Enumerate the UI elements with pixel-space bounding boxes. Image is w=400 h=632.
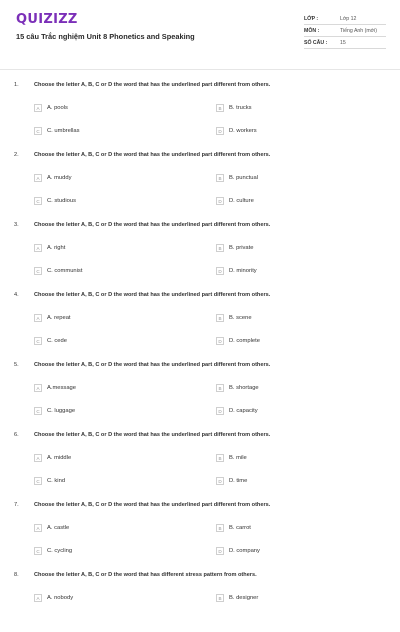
option-text: B. shortage: [229, 385, 259, 391]
question-text: Choose the letter A, B, C or D the word that has the underlined part different from others.: [34, 502, 271, 508]
meta-value: 15: [340, 39, 346, 46]
question-number: 5.: [14, 362, 19, 368]
option-letter-box: D: [216, 197, 224, 205]
header-divider: [0, 69, 400, 70]
answer-option-d[interactable]: [216, 336, 260, 346]
option-letter-box: B: [216, 524, 224, 532]
answer-option-d[interactable]: [216, 196, 254, 206]
answer-option-c[interactable]: [34, 126, 80, 136]
answer-option-b[interactable]: [216, 453, 247, 463]
meta-label: MÔN :: [304, 27, 320, 34]
meta-value: Lớp 12: [340, 15, 357, 22]
option-text: A. right: [47, 245, 66, 251]
option-letter-box: B: [216, 244, 224, 252]
answer-option-d[interactable]: [216, 406, 258, 416]
option-letter-box: D: [216, 337, 224, 345]
option-letter-box: A: [34, 244, 42, 252]
option-letter-box: A: [34, 174, 42, 182]
meta-value: Tiếng Anh (mới): [340, 27, 377, 34]
option-text: D. workers: [229, 128, 257, 134]
question-6: [0, 432, 400, 492]
option-letter-box: A: [34, 454, 42, 462]
question-2: [0, 152, 400, 212]
answer-option-b[interactable]: [216, 103, 252, 113]
answer-option-c[interactable]: [34, 196, 76, 206]
answer-option-c[interactable]: [34, 266, 82, 276]
option-text: D. company: [229, 548, 260, 554]
answer-option-c[interactable]: [34, 336, 67, 346]
option-letter-box: B: [216, 384, 224, 392]
option-text: C. kind: [47, 478, 66, 484]
option-letter-box: B: [216, 104, 224, 112]
question-text: Choose the letter A, B, C or D the word that has the underlined part different from others.: [34, 362, 271, 368]
option-text: B. designer: [229, 595, 259, 601]
option-text: C. cede: [47, 338, 67, 344]
option-letter-box: A: [34, 314, 42, 322]
option-text: B. mile: [229, 455, 247, 461]
option-letter-box: B: [216, 314, 224, 322]
option-text: C. cycling: [47, 548, 73, 554]
option-text: B. trucks: [229, 105, 252, 111]
answer-option-c[interactable]: [34, 476, 65, 486]
question-number: 4.: [14, 292, 19, 298]
answer-option-c[interactable]: [34, 546, 72, 556]
answer-option-a[interactable]: [34, 453, 71, 463]
option-text: C. luggage: [47, 408, 76, 414]
question-1: [0, 82, 400, 142]
meta-row-count: [304, 37, 386, 49]
option-letter-box: D: [216, 267, 224, 275]
option-letter-box: C: [34, 337, 42, 345]
question-8: [0, 572, 400, 632]
option-letter-box: C: [34, 267, 42, 275]
meta-label: LỚP :: [304, 15, 319, 22]
option-text: A. repeat: [47, 315, 71, 321]
answer-option-c[interactable]: [34, 406, 75, 416]
question-3: [0, 222, 400, 282]
option-text: D. minority: [229, 268, 257, 274]
answer-option-a[interactable]: [34, 383, 76, 393]
option-letter-box: A: [34, 594, 42, 602]
meta-label: SỐ CÂU :: [304, 39, 328, 46]
answer-option-b[interactable]: [216, 243, 254, 253]
option-letter-box: C: [34, 127, 42, 135]
quizizz-logo: QUIZIZZ: [16, 12, 78, 27]
question-text: Choose the letter A, B, C or D the word that has the underlined part different from others.: [34, 222, 271, 228]
option-text: A. pools: [47, 105, 68, 111]
answer-option-b[interactable]: [216, 383, 259, 393]
option-text: C. umbrellas: [47, 128, 80, 134]
option-letter-box: C: [34, 477, 42, 485]
question-number: 2.: [14, 152, 19, 158]
option-letter-box: C: [34, 197, 42, 205]
option-text: D. capacity: [229, 408, 258, 414]
option-letter-box: B: [216, 174, 224, 182]
option-letter-box: C: [34, 407, 42, 415]
question-text: Choose the letter A, B, C or D the word that has the underlined part different from others.: [34, 82, 271, 88]
option-text: B. punctual: [229, 175, 259, 181]
option-letter-box: A: [34, 384, 42, 392]
option-letter-box: A: [34, 104, 42, 112]
question-number: 7.: [14, 502, 19, 508]
question-number: 3.: [14, 222, 19, 228]
option-letter-box: B: [216, 454, 224, 462]
question-number: 8.: [14, 572, 19, 578]
option-text: D. complete: [229, 338, 260, 344]
option-letter-box: A: [34, 524, 42, 532]
question-4: [0, 292, 400, 352]
answer-option-b[interactable]: [216, 173, 258, 183]
meta-row-subject: [304, 25, 386, 37]
option-letter-box: D: [216, 407, 224, 415]
option-text: C. communist: [47, 268, 83, 274]
question-7: [0, 502, 400, 562]
answer-option-d[interactable]: [216, 546, 260, 556]
option-letter-box: B: [216, 594, 224, 602]
answer-option-b[interactable]: [216, 313, 252, 323]
option-text: A. middle: [47, 455, 72, 461]
question-text: Choose the letter A, B, C or D the word that has the underlined part different from others.: [34, 432, 271, 438]
option-text: B. scene: [229, 315, 252, 321]
option-text: B. private: [229, 245, 254, 251]
question-text: Choose the letter A, B, C or D the word that has different stress pattern from others.: [34, 572, 257, 578]
meta-row-class: [304, 13, 386, 25]
option-text: A.message: [47, 385, 76, 391]
answer-option-d[interactable]: [216, 266, 257, 276]
answer-option-a[interactable]: [34, 593, 73, 603]
answer-option-b[interactable]: [216, 593, 258, 603]
answer-option-d[interactable]: [216, 126, 257, 136]
answer-option-a[interactable]: [34, 523, 69, 533]
option-text: A. castle: [47, 525, 70, 531]
option-text: A. muddy: [47, 175, 72, 181]
answer-option-d[interactable]: [216, 476, 247, 486]
option-text: B. carrot: [229, 525, 251, 531]
answer-option-a[interactable]: [34, 243, 65, 253]
question-number: 6.: [14, 432, 19, 438]
answer-option-a[interactable]: [34, 313, 71, 323]
option-letter-box: D: [216, 477, 224, 485]
meta-table: [304, 13, 386, 49]
option-letter-box: D: [216, 547, 224, 555]
answer-option-a[interactable]: [34, 103, 68, 113]
option-text: C. studious: [47, 198, 76, 204]
question-text: Choose the letter A, B, C or D the word that has the underlined part different from others.: [34, 152, 271, 158]
question-text: Choose the letter A, B, C or D the word that has the underlined part different from others.: [34, 292, 271, 298]
question-5: [0, 362, 400, 422]
option-text: D. culture: [229, 198, 254, 204]
page-title: 15 câu Trắc nghiệm Unit 8 Phonetics and Speaking: [16, 32, 195, 41]
option-text: D. time: [229, 478, 248, 484]
option-letter-box: D: [216, 127, 224, 135]
option-text: A. nobody: [47, 595, 74, 601]
option-letter-box: C: [34, 547, 42, 555]
question-number: 1.: [14, 82, 19, 88]
answer-option-b[interactable]: [216, 523, 251, 533]
answer-option-a[interactable]: [34, 173, 72, 183]
